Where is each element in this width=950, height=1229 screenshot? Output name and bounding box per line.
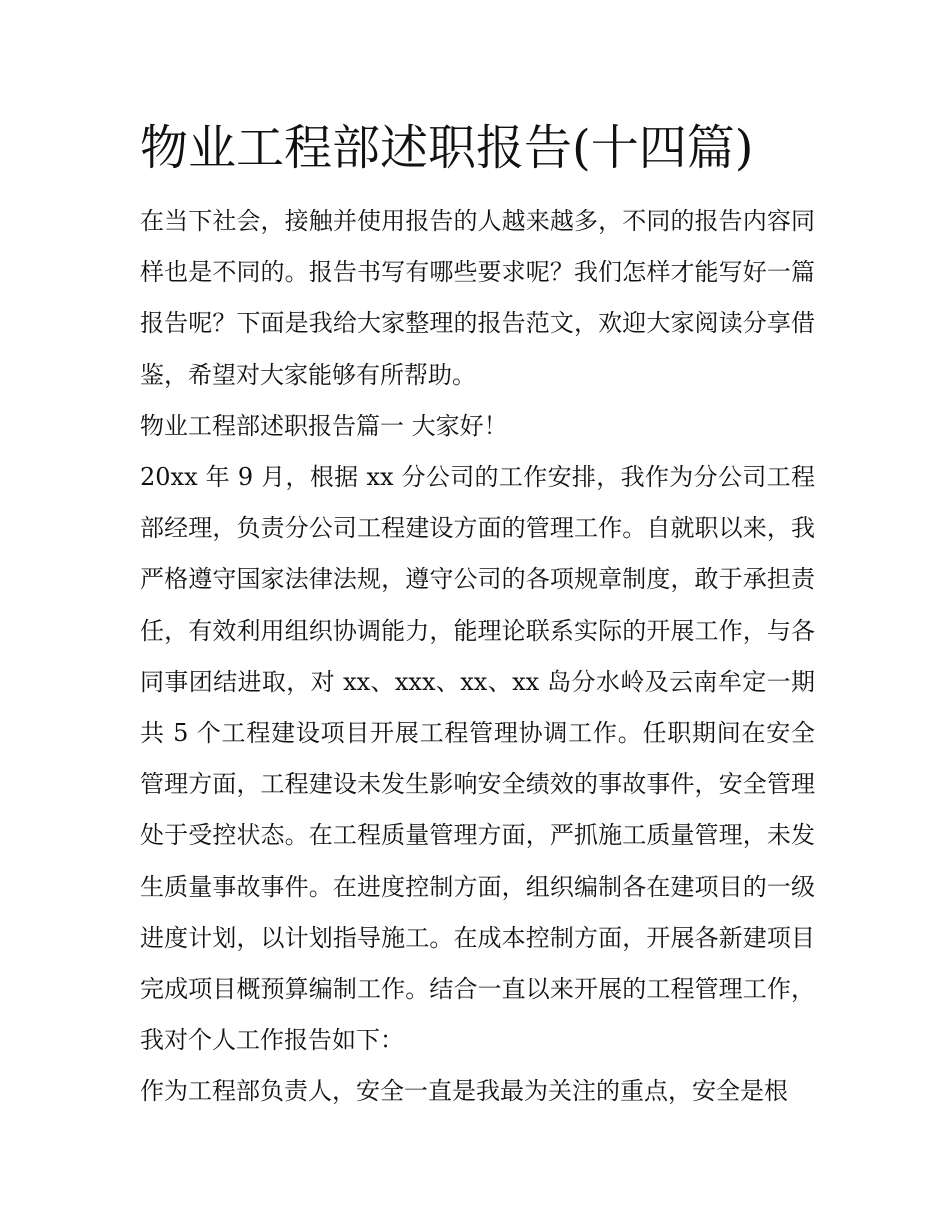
section-heading-paragraph: 物业工程部述职报告篇一 大家好！ (140, 411, 508, 440)
document-title: 物业工程部述职报告(十四篇) (140, 120, 754, 176)
work-summary-paragraph: 20xx 年 9 月，根据 xx 分公司的工作安排，我作为分公司工程部经理，负责分公司工程建设方面的管理工作。自就职以来，我严格遵守国家法律法规，遵守公司的各项规章制度，敢于承担责任，有效利用组织协调能力，能理论联系实际的开展工作，与各同事团结进取，对 xx、xxx、xx、xx 岛分水岭及云南牟定一期共 5 个工程建设项目开展工程管理协调工作。任职期间在安全管理方面，工程建设未发生影响安全绩效的事故事件，安全管理处于受控状态。在工程质量管理方面，严抓施工质量管理，未发生质量事故事件。在进度控制方面，组织编制各在建项目的一级进度计划，以计划指导施工。在成本控制方面，开展各新建项目完成项目概预算编制工作。结合一直以来开展的工程管理工作，我对个人工作报告如下： (140, 463, 815, 1055)
document-body (140, 196, 815, 1118)
safety-paragraph: 作为工程部负责人，安全一直是我最为关注的重点，安全是根 (140, 1077, 788, 1106)
intro-paragraph: 在当下社会，接触并使用报告的人越来越多，不同的报告内容同样也是不同的。报告书写有哪些要求呢？我们怎样才能写好一篇报告呢？下面是我给大家整理的报告范文，欢迎大家阅读分享借鉴，希望对大家能够有所帮助。 (140, 207, 815, 389)
